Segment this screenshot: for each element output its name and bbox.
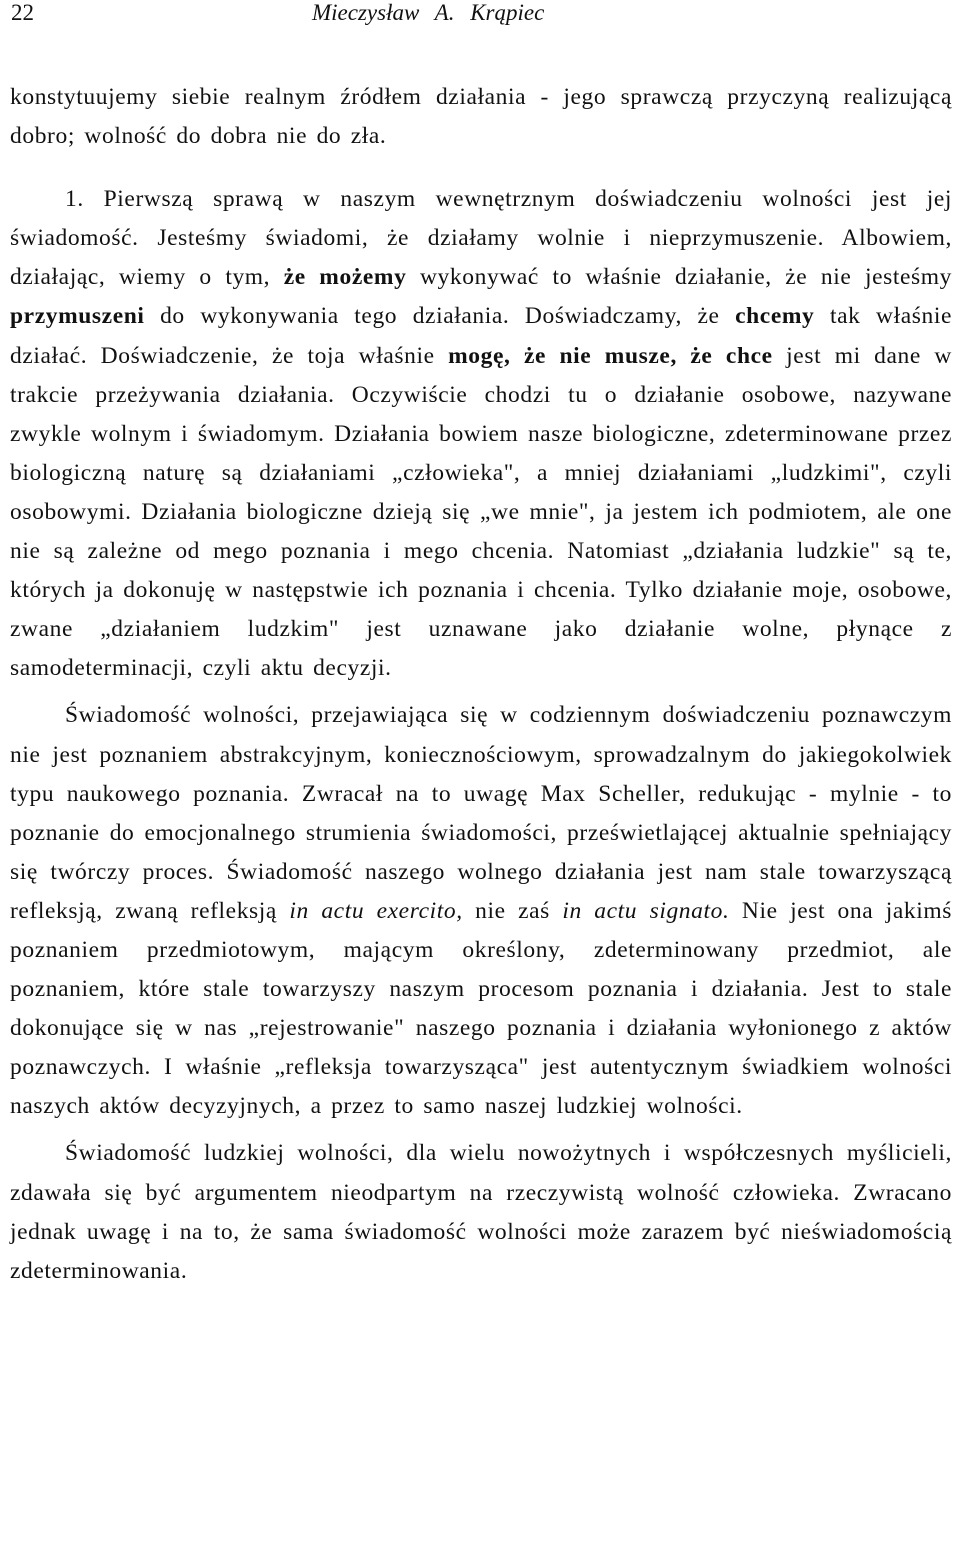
emphasis-italic: in actu exercito, [289,897,463,924]
text-run: konstytuujemy siebie realnym źródłem działania - jego sprawczą przyczyną realizującą dobro; wolność do dobra nie do zła. [10,84,952,150]
text-run: wykonywać to właśnie działanie, że nie jesteśmy [406,264,952,291]
paragraph [10,180,952,688]
text-run: Świadomość wolności, przejawiająca się w codziennym doświadczeniu poznawczym nie jest poznaniem abstrakcyjnym, koniecznościowym, sprowadzalnym do jakiegokolwiek typu naukowego poznania. Zwracał na to uwagę Max Scheller, redukując - mylnie - to poznanie do emocjonalnego strumienia świadomości, prześwietlającej aktualnie spełniający się twórczy proces. Świadomość naszego wolnego działania jest nam stale towarzyszącą refleksją, zwaną refleksją [10,702,952,924]
text-run: jest mi dane w trakcie przeżywania działania. Oczywiście chodzi tu o działanie osobowe, nazywane zwykle wolnym i świadomym. Działania bowiem nasze biologiczne, zdeterminowane przez biologiczną naturę są działaniami „człowieka", a mniej działaniami „ludzkimi", czyli osobowymi. Działania biologiczne dzieją się „we mnie", ja jestem ich podmiotem, ale one nie są zależne od mego poznania i mego chcenia. Natomiast „działania ludzkie" są te, których ja dokonuję w następstwie ich poznania i chcenia. Tylko działanie moje, osobowe, zwane „działaniem ludzkim" jest uznawane jako działanie wolne, płynące z samodeterminacji, czyli aktu decyzji. [10,342,952,682]
emphasis-bold: że możemy [283,264,407,291]
emphasis-bold: przymuszeni [10,303,145,330]
paragraph [10,696,952,1126]
emphasis-bold: chcemy [735,303,815,330]
body-text [10,78,952,1291]
page-number: 22 [11,0,34,25]
text-run: do wykonywania tego działania. Doświadczamy, że [144,303,736,330]
text-run: 1. Pierwszą sprawą w naszym wewnętrznym doświadczeniu wolności jest jej świadomość. Jesteśmy świadomi, że działamy wolnie i nieprzymuszenie. Albowiem, działając, wiemy o tym, [10,186,952,291]
document-page [10,0,952,1284]
paragraph [10,78,952,156]
text-run: nie zaś [462,897,563,924]
paragraph [10,1134,952,1290]
text-run: Nie jest ona jakimś poznaniem przedmiotowym, mającym określony, zdeterminowany przedmiot, ale poznaniem, które stale towarzyszy naszym procesom poznania i działania. Jest to stale dokonujące się w nas „rejestrowanie" naszego poznania i działania wyłonionego z aktów poznawczych. I właśnie „refleksja towarzysząca" jest autentycznym świadkiem wolności naszych aktów decyzyjnych, a przez to samo naszej ludzkiej wolności. [10,897,952,1120]
page-header [10,0,952,28]
text-run: Świadomość ludzkiej wolności, dla wielu nowożytnych i współczesnych myślicieli, zdawała się być argumentem nieodpartym na rzeczywistą wolność człowieka. Zwracano jednak uwagę i na to, że sama świadomość wolności może zarazem być nieświadomością zdeterminowania. [10,1140,952,1284]
text-run: tak właśnie działać. Doświadczenie, że toja właśnie [10,303,952,369]
emphasis-italic: in actu signato. [562,897,730,924]
running-title: Mieczysław A. Krąpiec [312,0,545,25]
emphasis-bold: mogę, że nie musze, że chce [448,342,773,369]
